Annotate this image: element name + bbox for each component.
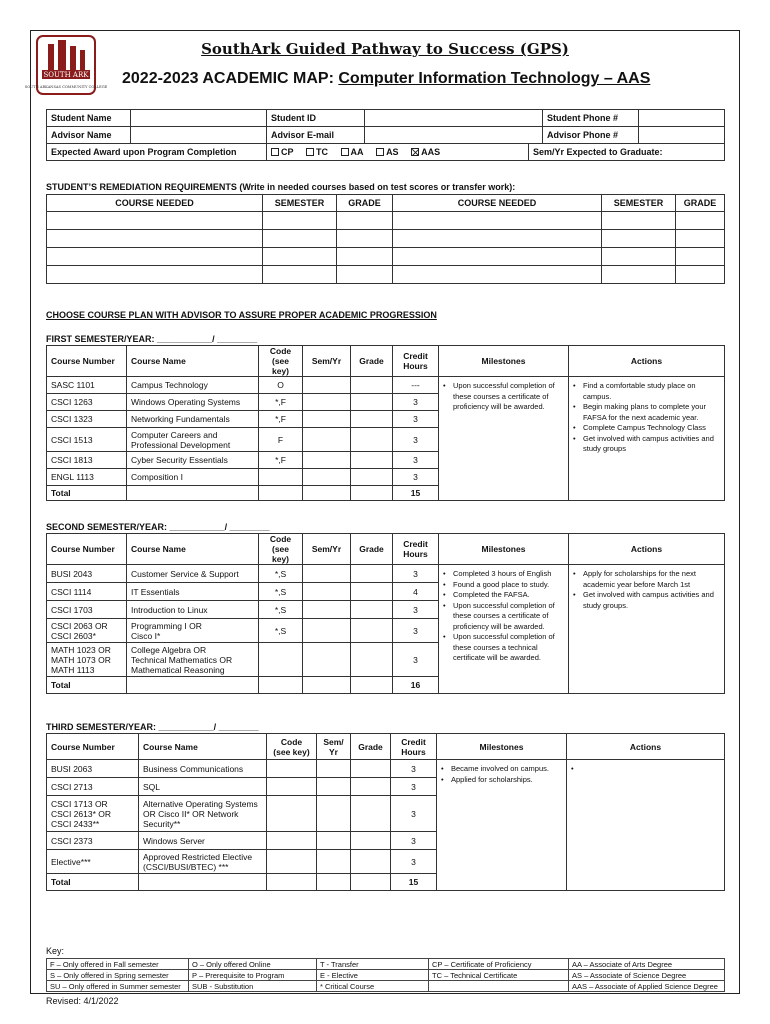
student-id-field[interactable] [365, 110, 543, 127]
advisor-name-field[interactable] [131, 127, 267, 144]
expected-award-label: Expected Award upon Program Completion [47, 144, 267, 161]
academic-map-title [122, 70, 650, 88]
col-course-name: Course Name [127, 346, 259, 377]
course-plan-heading: CHOOSE COURSE PLAN WITH ADVISOR TO ASSURE PROPER ACADEMIC PROGRESSION [46, 310, 437, 320]
table-row: CSCI 1813 Cyber Security Essentials *,F 3 [47, 452, 725, 469]
logo-subtext: SOUTH ARKANSAS COMMUNITY COLLEGE [24, 85, 108, 89]
col-code: Code (see key) [259, 346, 303, 377]
graduation-semester-label: Sem/Yr Expected to Graduate: [529, 144, 725, 161]
advisor-email-field[interactable] [365, 127, 543, 144]
table-row: CSCI 2713 SQL 3 [47, 778, 725, 796]
student-name-label: Student Name [47, 110, 131, 127]
checkbox-icon [376, 148, 384, 156]
table-row: CSCI 1323 Networking Fundamentals *,F 3 [47, 411, 725, 428]
first-semester-table [46, 345, 725, 501]
remediation-col-course: COURSE NEEDED [47, 195, 263, 212]
remediation-col-grade: GRADE [337, 195, 393, 212]
table-row [47, 230, 725, 248]
student-name-field[interactable] [131, 110, 267, 127]
col-credit-hours: Credit Hours [393, 346, 439, 377]
remediation-col-grade: GRADE [676, 195, 725, 212]
table-row: MATH 1023 OR MATH 1073 OR MATH 1113 College Algebra OR Technical Mathematics OR Mathematical Reasoning 3 [47, 643, 725, 677]
second-semester-actions: • Apply for scholarships for the next academic year before March 1st • Get involved with campus activities and study groups. [569, 565, 725, 694]
student-phone-field[interactable] [639, 110, 725, 127]
checkbox-icon [341, 148, 349, 156]
student-info-table [46, 109, 725, 161]
first-semester-heading: FIRST SEMESTER/YEAR: ___________/ ________ [46, 334, 258, 344]
second-semester-heading: SECOND SEMESTER/YEAR: ___________/ ________ [46, 522, 270, 532]
third-semester-table: Course Number Course Name Code (see key) Sem/ Yr Grade Credit Hours Milestones Actions BUSI 2063 Business Communications 3 • Became involved on campus. • Applied for scholarships. CSCI 2713 SQL 3 CSCI 1713 OR CSCI 2613* OR CSCI 2433** Alternative Operating Systems OR Cisco II* OR Network Security** 3 CSCI 2373 Windows Server 3 Elective*** Approved Restricted Elective (CSCI/BUSI/BTEC) *** 3 Total 15 [46, 733, 725, 891]
table-row: ENGL 1113 Composition I 3 [47, 469, 725, 486]
table-row: CSCI 1703 Introduction to Linux *,S 3 [47, 601, 725, 619]
col-sem-yr: Sem/Yr [303, 346, 351, 377]
remediation-heading: STUDENT’S REMEDIATION REQUIREMENTS (Write in needed courses based on test scores or transfer work): [46, 182, 516, 192]
third-semester-milestones: • Became involved on campus. • Applied for scholarships. [437, 760, 567, 891]
advisor-email-label: Advisor E-mail [267, 127, 365, 144]
total-row: Total 16 [47, 677, 725, 694]
table-row: CSCI 2063 OR CSCI 2603* Programming I OR Cisco I* *,S 3 [47, 619, 725, 643]
first-semester-actions: • Find a comfortable study place on campus. • Begin making plans to complete your FAFSA for the next academic year. • Complete Campus Technology Class • Get involved with campus activities and study groups [569, 377, 725, 501]
table-row: SASC 1101 Campus Technology O --- • Upon successful completion of these courses a certificate of proficiency will be awarded. • Find a comfortable study place on campus. • Begin making plans to complete your FAFSA for the next academic year. • Complete Campus Technology Class • Get involved with campus activities and study groups [47, 377, 725, 394]
total-row: Total 15 [47, 486, 725, 501]
revised-date: Revised: 4/1/2022 [46, 996, 119, 1006]
table-row: BUSI 2043 Customer Service & Support *,S 3 • Completed 3 hours of English • Found a good place to study. • Completed the FAFSA. • Upon successful completion of these courses a certificate of proficiency will be awarded. • Upon successful completion of these courses a technical certificate will be awarded. • Apply for scholarships for the next academic year before March 1st • Get involved with campus activities and study groups. [47, 565, 725, 583]
first-semester-total: 15 [393, 486, 439, 501]
col-grade: Grade [351, 346, 393, 377]
first-semester-milestones: • Upon successful completion of these courses a certificate of proficiency will be awarded. [439, 377, 569, 501]
table-row [47, 212, 725, 230]
table-row [47, 266, 725, 284]
logo-text: SOUTH ARK [43, 71, 89, 79]
award-aa-checkbox[interactable]: AA [341, 147, 364, 157]
title-prefix: 2022-2023 ACADEMIC MAP: [122, 70, 339, 87]
total-row: Total 15 [47, 874, 725, 891]
table-row: BUSI 2063 Business Communications 3 • Became involved on campus. • Applied for scholarships. [47, 760, 725, 778]
third-semester-actions [567, 760, 725, 891]
third-semester-heading: THIRD SEMESTER/YEAR: ___________/ ________ [46, 722, 259, 732]
student-phone-label: Student Phone # [543, 110, 639, 127]
award-aas-checkbox[interactable]: AAS [411, 147, 440, 157]
award-as-checkbox[interactable]: AS [376, 147, 399, 157]
program-name: Computer Information Technology – AAS [338, 70, 651, 87]
second-semester-total: 16 [393, 677, 439, 694]
remediation-col-semester: SEMESTER [602, 195, 676, 212]
checkbox-icon [306, 148, 314, 156]
third-semester-total: 15 [391, 874, 437, 891]
col-actions: Actions [569, 346, 725, 377]
table-row: CSCI 1713 OR CSCI 2613* OR CSCI 2433** Alternative Operating Systems OR Cisco II* OR Network Security** 3 [47, 796, 725, 832]
checkbox-icon [271, 148, 279, 156]
table-row: CSCI 1114 IT Essentials *,S 4 [47, 583, 725, 601]
advisor-phone-field[interactable] [639, 127, 725, 144]
award-cp-checkbox[interactable]: CP [271, 147, 294, 157]
key-table: F – Only offered in Fall semester O – Only offered Online T - Transfer CP – Certificate of Proficiency AA – Associate of Arts Degree S – Only offered in Spring semester P – Prerequisite to Program E - Elective TC – Technical Certificate AS – Associate of Science Degree SU – Only offered in Summer semester SUB - Substitution * Critical Course AAS – Associate of Applied Science Degree [46, 958, 725, 992]
key-label: Key: [46, 946, 65, 956]
second-semester-table: Course Number Course Name Code (see key) Sem/Yr Grade Credit Hours Milestones Actions BUSI 2043 Customer Service & Support *,S 3 • Completed 3 hours of English • Found a good place to study. • Completed the FAFSA. • Upon successful completion of these courses a certificate of proficiency will be awarded. • Upon successful completion of these courses a technical certificate will be awarded. • Apply for scholarships for the next academic year before March 1st • Get involved with campus activities and study groups. CSCI 1114 IT Essentials *,S 4 CSCI 1703 Introduction to Linux *,S 3 CSCI 2063 OR CSCI 2603* Programming I OR Cisco I* *,S 3 MATH 1023 OR MATH 1073 OR MATH 1113 College Algebra OR Technical Mathematics OR Mathematical Reasoning 3 Total 16 [46, 533, 725, 694]
remediation-col-semester: SEMESTER [263, 195, 337, 212]
student-id-label: Student ID [267, 110, 365, 127]
remediation-col-course: COURSE NEEDED [393, 195, 602, 212]
remediation-table [46, 194, 725, 284]
advisor-phone-label: Advisor Phone # [543, 127, 639, 144]
award-checkboxes [267, 144, 529, 161]
col-milestones: Milestones [439, 346, 569, 377]
second-semester-milestones: • Completed 3 hours of English • Found a good place to study. • Completed the FAFSA. • Upon successful completion of these courses a certificate of proficiency will be awarded. • Upon successful completion of these courses a technical certificate will be awarded. [439, 565, 569, 694]
advisor-name-label: Advisor Name [47, 127, 131, 144]
table-row: CSCI 1513 Computer Careers and Professional Development F 3 [47, 428, 725, 452]
table-row: Elective*** Approved Restricted Elective (CSCI/BUSI/BTEC) *** 3 [47, 850, 725, 874]
table-row [47, 248, 725, 266]
col-course-number: Course Number [47, 346, 127, 377]
checked-checkbox-icon [411, 148, 419, 156]
page-title: SouthArk Guided Pathway to Success (GPS) [201, 40, 569, 58]
table-row: CSCI 1263 Windows Operating Systems *,F 3 [47, 394, 725, 411]
award-tc-checkbox[interactable]: TC [306, 147, 328, 157]
table-row: CSCI 2373 Windows Server 3 [47, 832, 725, 850]
